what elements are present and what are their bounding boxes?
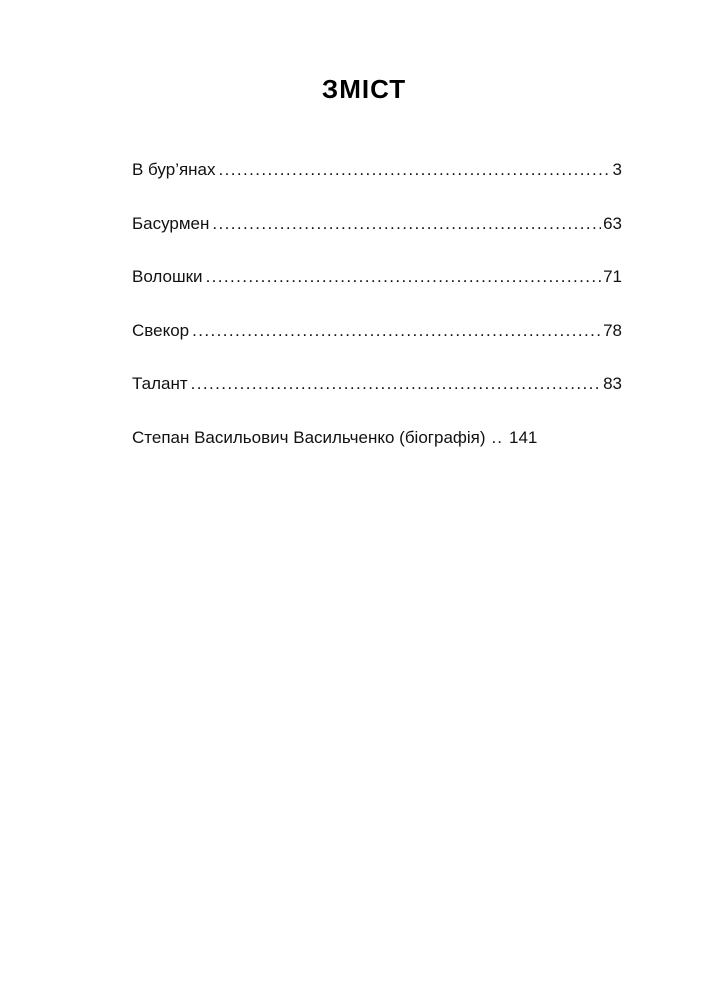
- toc-page-number: 3: [612, 160, 622, 179]
- toc-entry: [132, 370, 622, 424]
- page-title: ЗМІСТ: [321, 74, 407, 104]
- toc-entry-label: Талант: [132, 374, 188, 394]
- toc-entry: [132, 156, 622, 210]
- toc-entry-label: Басурмен: [132, 213, 210, 233]
- toc-dot-leader: [192, 317, 601, 345]
- toc-entry: [132, 317, 622, 371]
- toc-page-number: 83: [603, 374, 622, 394]
- toc-entry-label: В бур’янах: [132, 160, 216, 179]
- toc-dot-leader: [206, 263, 602, 291]
- toc-entry: [132, 263, 622, 317]
- table-of-contents: [132, 156, 622, 478]
- toc-page-number: 63: [603, 213, 622, 233]
- toc-entry: [132, 210, 622, 264]
- toc-page-number: 78: [603, 320, 622, 340]
- toc-dot-leader: [492, 424, 503, 452]
- toc-page-number: 141: [508, 427, 538, 447]
- toc-entry-label: Степан Васильович Васильченко (біографія): [132, 427, 486, 447]
- toc-dot-leader: [212, 210, 601, 238]
- toc-dot-leader: [191, 370, 601, 398]
- toc-dot-leader: [219, 156, 611, 184]
- toc-entry-label: Свекор: [132, 320, 190, 340]
- toc-entry-label: Волошки: [132, 267, 203, 287]
- toc-entry: [132, 424, 622, 478]
- toc-page-number: 71: [603, 267, 622, 287]
